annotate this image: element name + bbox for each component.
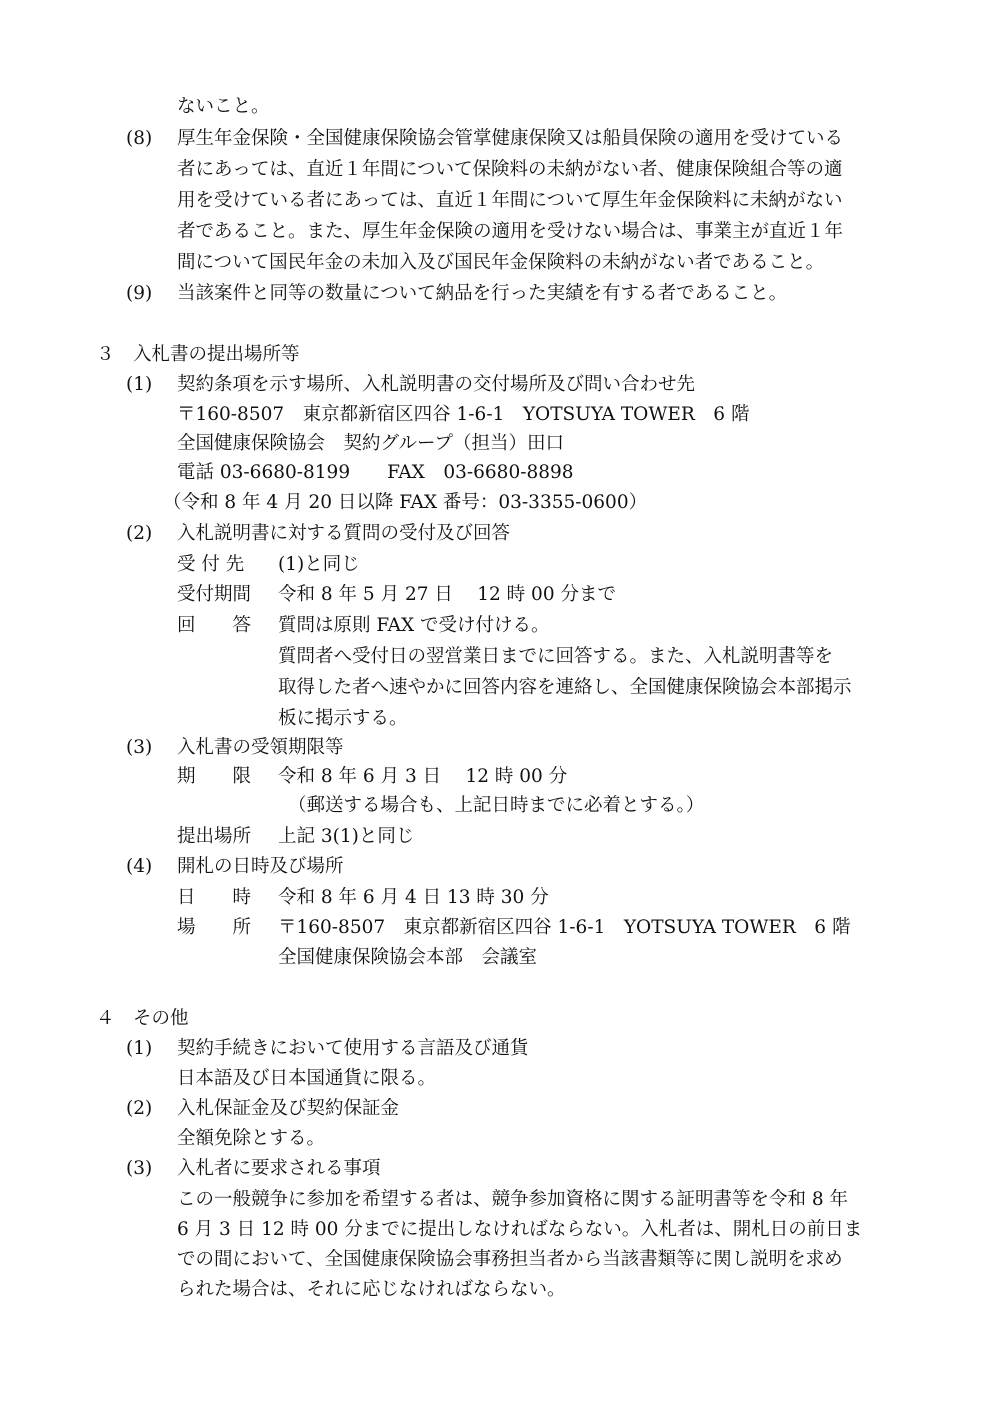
answer-line: 取得した者へ速やかに回答内容を連絡し、全国健康保険協会本部掲示 <box>278 677 852 698</box>
submission-place-value: 上記 3(1)と同じ <box>278 826 415 847</box>
sec3-item-4-title: 開札の日時及び場所 <box>177 856 344 877</box>
opening-place-label: 場 所 <box>177 917 252 938</box>
reception-period-label: 受付期間 <box>177 584 252 605</box>
item-8-line: 厚生年金保険・全国健康保険協会管掌健康保険又は船員保険の適用を受けている <box>177 128 844 149</box>
reception-value: (1)と同じ <box>278 554 360 575</box>
sec4-item-1-body: 日本語及び日本国通貨に限る。 <box>177 1068 437 1089</box>
item-8-line: 用を受けている者にあっては、直近１年間について厚生年金保険料に未納がない <box>177 190 843 211</box>
item-8-line: 者にあっては、直近１年間について保険料の未納がない者、健康保険組合等の適 <box>177 159 843 180</box>
sec3-item-4-number: (4) <box>126 856 153 877</box>
section-4-heading: ４ その他 <box>96 1008 189 1029</box>
submission-place-label: 提出場所 <box>177 826 252 847</box>
deadline-label: 期 限 <box>177 766 252 787</box>
item-9-number: (9) <box>126 283 153 304</box>
item-8-line: 者であること。また、厚生年金保険の適用を受けない場合は、事業主が直近１年 <box>177 221 844 242</box>
deadline-value: 令和 8 年 6 月 3 日 12 時 00 分 <box>278 766 568 787</box>
sec4-item-2-title: 入札保証金及び契約保証金 <box>177 1098 400 1119</box>
opening-date-label: 日 時 <box>177 887 252 908</box>
sec4-item-3-title: 入札者に要求される事項 <box>177 1158 381 1179</box>
contact-phone-fax: 電話 03-6680-8199 FAX 03-6680-8898 <box>177 462 574 483</box>
sec4-item-3-line: られた場合は、それに応じなければならない。 <box>177 1279 566 1300</box>
sec4-item-3-line: での間において、全国健康保険協会事務担当者から当該書類等に関し説明を求め <box>177 1249 843 1270</box>
opening-date-value: 令和 8 年 6 月 4 日 13 時 30 分 <box>278 887 549 908</box>
reception-period-value: 令和 8 年 5 月 27 日 12 時 00 分まで <box>278 584 616 605</box>
sec4-item-1-number: (1) <box>126 1038 153 1059</box>
reception-label: 受 付 先 <box>177 554 245 575</box>
section-3-heading: ３ 入札書の提出場所等 <box>96 344 300 365</box>
fax-change-note: （令和 8 年 4 月 20 日以降 FAX 番号：03-3355-0600） <box>163 492 648 513</box>
sec3-item-3-title: 入札書の受領期限等 <box>177 737 344 758</box>
item-9-text: 当該案件と同等の数量について納品を行った実績を有する者であること。 <box>177 283 788 304</box>
answer-label: 回 答 <box>177 615 252 636</box>
sec4-item-1-title: 契約手続きにおいて使用する言語及び通貨 <box>177 1038 529 1059</box>
item-8-line: 間について国民年金の未加入及び国民年金保険料の未納がない者であること。 <box>177 252 825 273</box>
answer-line: 質問は原則 FAX で受け付ける。 <box>278 615 550 636</box>
sec3-item-3-number: (3) <box>126 737 153 758</box>
item-8-number: (8) <box>126 128 153 149</box>
opening-place-room: 全国健康保険協会本部 会議室 <box>278 947 538 968</box>
contact-organization: 全国健康保険協会 契約グループ（担当）田口 <box>177 433 565 454</box>
sec4-item-3-number: (3) <box>126 1158 153 1179</box>
answer-line: 質問者へ受付日の翌営業日までに回答する。また、入札説明書等を <box>278 646 834 667</box>
answer-line: 板に掲示する。 <box>278 708 408 729</box>
item-7-continuation: ないこと。 <box>177 96 270 117</box>
sec4-item-3-line: この一般競争に参加を希望する者は、競争参加資格に関する証明書等を令和 8 年 <box>177 1189 849 1210</box>
sec3-item-2-number: (2) <box>126 523 153 544</box>
deadline-note: （郵送する場合も、上記日時までに必着とする。） <box>288 795 705 816</box>
sec3-item-2-title: 入札説明書に対する質問の受付及び回答 <box>177 523 511 544</box>
contact-address: 〒160-8507 東京都新宿区四谷 1-6-1 YOTSUYA TOWER 6 階 <box>177 404 750 425</box>
sec3-item-1-number: (1) <box>126 374 153 395</box>
sec4-item-3-line: 6 月 3 日 12 時 00 分までに提出しなければならない。入札者は、開札日の前日ま <box>177 1219 863 1240</box>
sec4-item-2-body: 全額免除とする。 <box>177 1128 326 1149</box>
sec3-item-1-title: 契約条項を示す場所、入札説明書の交付場所及び問い合わせ先 <box>177 374 696 395</box>
opening-place-address: 〒160-8507 東京都新宿区四谷 1-6-1 YOTSUYA TOWER 6 階 <box>278 917 851 938</box>
sec4-item-2-number: (2) <box>126 1098 153 1119</box>
